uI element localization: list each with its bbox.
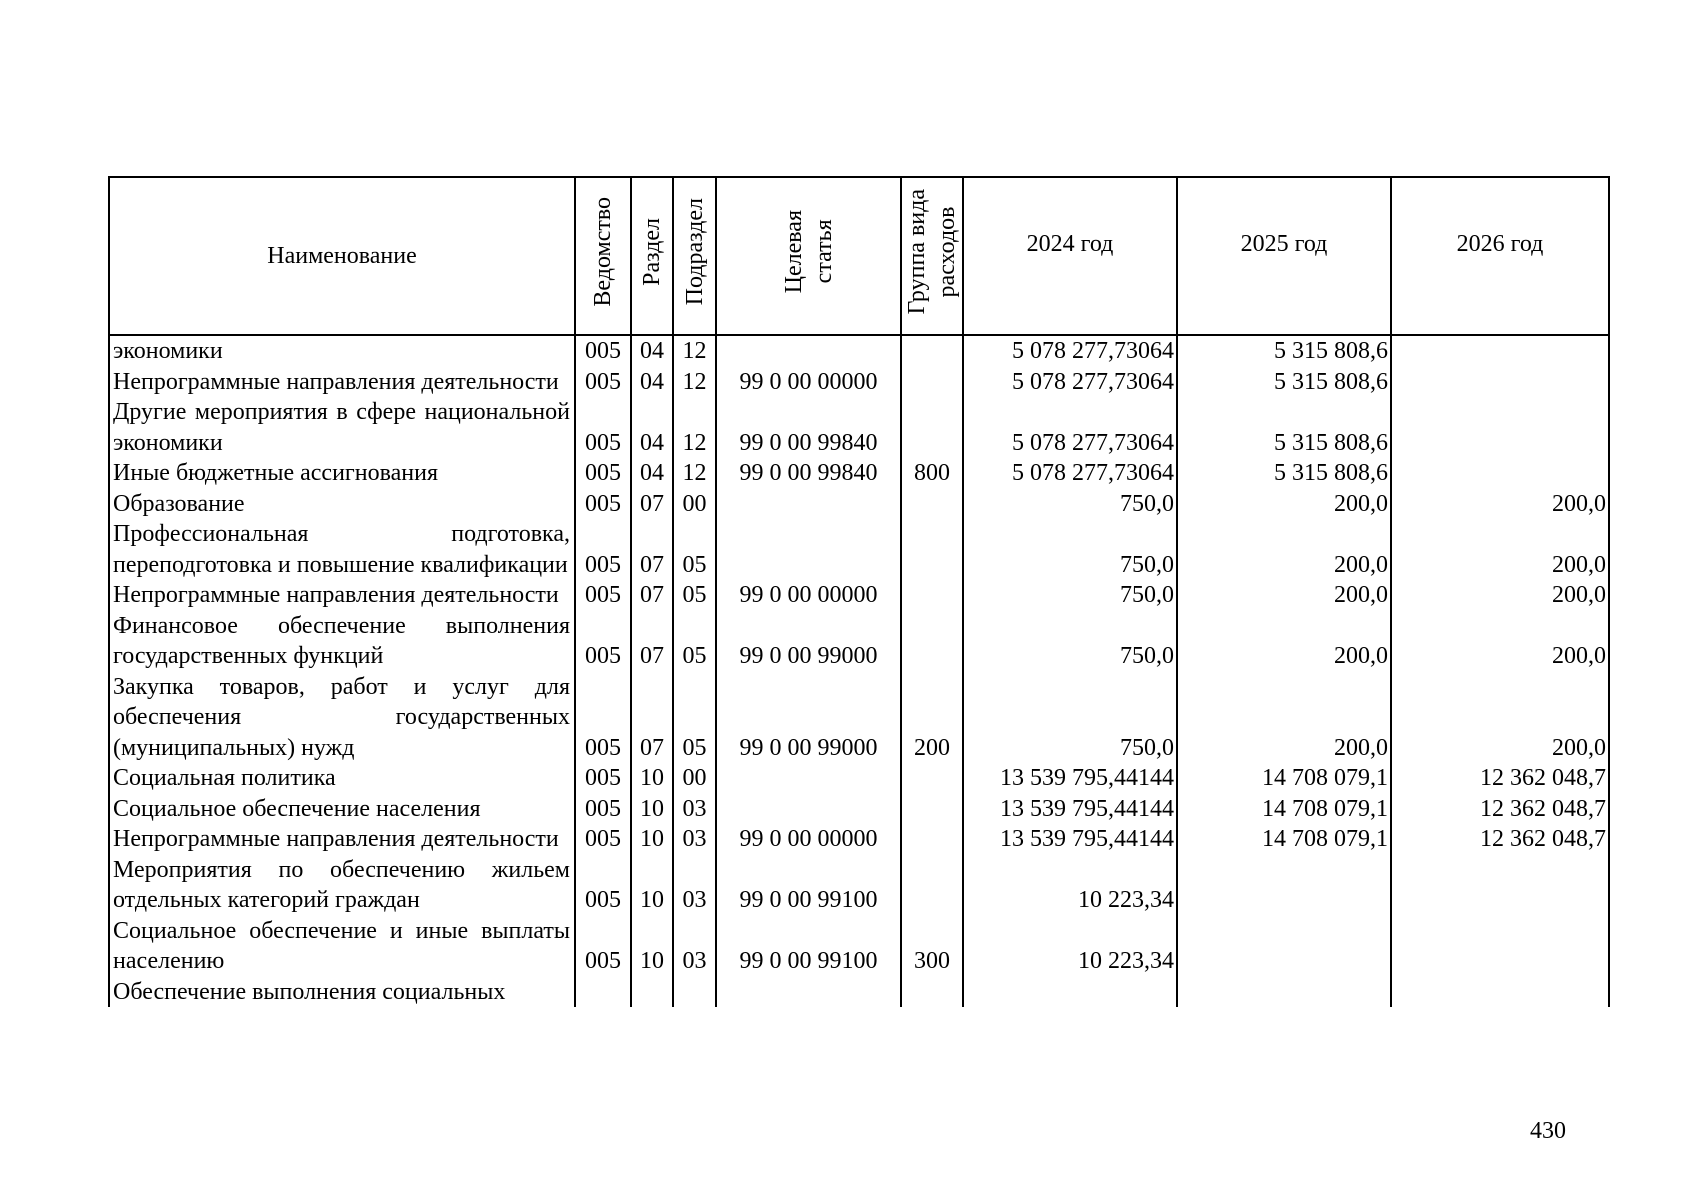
table-row: [109, 824, 1609, 855]
row-amount-2026: [1391, 367, 1609, 398]
row-podrazdel: 03: [673, 794, 716, 825]
row-target: [716, 489, 901, 520]
row-target: 99 0 00 99840: [716, 397, 901, 458]
table-row: [109, 580, 1609, 611]
row-name: Закупка товаров, работ и услуг для обеспечения государственных (муниципальных) нужд: [109, 672, 575, 764]
row-razdel: 10: [631, 824, 673, 855]
header-razdel-label: Раздел: [639, 217, 665, 286]
row-amount-2026: 200,0: [1391, 580, 1609, 611]
table-row: [109, 794, 1609, 825]
row-target: 99 0 00 99000: [716, 672, 901, 764]
row-target: 99 0 00 99000: [716, 611, 901, 672]
row-name: Профессиональная подготовка, переподготовка и повышение квалификации: [109, 519, 575, 580]
table-row: [109, 855, 1609, 916]
row-group: [901, 519, 963, 580]
row-group: [901, 580, 963, 611]
row-group: [901, 855, 963, 916]
row-vedomstvo: 005: [575, 519, 631, 580]
header-2025: [1177, 177, 1391, 335]
row-amount-2024: 750,0: [963, 489, 1177, 520]
row-target: 99 0 00 99100: [716, 916, 901, 977]
row-group: [901, 611, 963, 672]
table-row: [109, 519, 1609, 580]
row-vedomstvo: 005: [575, 916, 631, 977]
row-name: Непрограммные направления деятельности: [109, 580, 575, 611]
row-razdel: 04: [631, 397, 673, 458]
row-name: Непрограммные направления деятельности: [109, 367, 575, 398]
table-row: [109, 458, 1609, 489]
row-amount-2026: [1391, 977, 1609, 1008]
header-group: [901, 177, 963, 335]
page-number: 430: [1530, 1118, 1566, 1144]
row-podrazdel: 12: [673, 335, 716, 367]
row-amount-2026: 200,0: [1391, 611, 1609, 672]
table-row: [109, 397, 1609, 458]
row-razdel: 07: [631, 489, 673, 520]
row-name: Обеспечение выполнения социальных: [109, 977, 575, 1008]
row-amount-2024: 13 539 795,44144: [963, 794, 1177, 825]
header-2024-label: 2024 год: [1026, 230, 1114, 257]
row-podrazdel: 03: [673, 855, 716, 916]
row-amount-2025: [1177, 855, 1391, 916]
header-vedomstvo-label: Ведомство: [590, 196, 616, 307]
row-amount-2025: 5 315 808,6: [1177, 458, 1391, 489]
row-podrazdel: 05: [673, 611, 716, 672]
row-amount-2024: 10 223,34: [963, 855, 1177, 916]
header-group-label: Группа вида расходов: [904, 189, 960, 315]
row-amount-2024: 5 078 277,73064: [963, 397, 1177, 458]
row-amount-2024: [963, 977, 1177, 1008]
row-name: экономики: [109, 335, 575, 367]
row-group: [901, 977, 963, 1008]
row-group: [901, 824, 963, 855]
row-amount-2026: 12 362 048,7: [1391, 763, 1609, 794]
row-target: 99 0 00 99840: [716, 458, 901, 489]
row-podrazdel: 00: [673, 763, 716, 794]
row-amount-2024: 750,0: [963, 611, 1177, 672]
table-row: [109, 916, 1609, 977]
row-razdel: 07: [631, 611, 673, 672]
header-podrazdel-label: Подраздел: [681, 198, 708, 306]
row-name: Финансовое обеспечение выполнения государственных функций: [109, 611, 575, 672]
row-podrazdel: [673, 977, 716, 1008]
row-amount-2025: 5 315 808,6: [1177, 367, 1391, 398]
table-row: [109, 335, 1609, 367]
row-name: Мероприятия по обеспечению жильем отдельных категорий граждан: [109, 855, 575, 916]
row-vedomstvo: 005: [575, 489, 631, 520]
row-podrazdel: 03: [673, 824, 716, 855]
row-podrazdel: 05: [673, 580, 716, 611]
row-amount-2025: 200,0: [1177, 519, 1391, 580]
header-name: [109, 177, 575, 335]
header-2026-label: 2026 год: [1456, 230, 1544, 257]
row-name: Иные бюджетные ассигнования: [109, 458, 575, 489]
row-vedomstvo: 005: [575, 794, 631, 825]
row-vedomstvo: 005: [575, 824, 631, 855]
row-amount-2026: [1391, 916, 1609, 977]
row-razdel: 10: [631, 794, 673, 825]
row-amount-2025: 5 315 808,6: [1177, 335, 1391, 367]
row-razdel: 04: [631, 335, 673, 367]
row-amount-2025: 200,0: [1177, 489, 1391, 520]
row-name: Непрограммные направления деятельности: [109, 824, 575, 855]
row-amount-2026: [1391, 335, 1609, 367]
row-razdel: 10: [631, 763, 673, 794]
row-vedomstvo: [575, 977, 631, 1008]
row-amount-2026: 200,0: [1391, 672, 1609, 764]
row-vedomstvo: 005: [575, 672, 631, 764]
row-amount-2024: 5 078 277,73064: [963, 335, 1177, 367]
row-razdel: 07: [631, 672, 673, 764]
header-name-label: Наименование: [267, 242, 417, 269]
row-target: 99 0 00 00000: [716, 367, 901, 398]
table-body: [109, 335, 1609, 1007]
header-razdel: [631, 177, 673, 335]
row-target: 99 0 00 00000: [716, 824, 901, 855]
row-podrazdel: 12: [673, 367, 716, 398]
row-vedomstvo: 005: [575, 580, 631, 611]
header-target-label: Целевая статья: [780, 210, 837, 294]
row-name: Другие мероприятия в сфере национальной экономики: [109, 397, 575, 458]
table-row: [109, 672, 1609, 764]
row-amount-2024: 750,0: [963, 672, 1177, 764]
row-amount-2026: [1391, 397, 1609, 458]
row-group: [901, 794, 963, 825]
table-row: [109, 367, 1609, 398]
row-group: [901, 397, 963, 458]
header-podrazdel: [673, 177, 716, 335]
row-razdel: 10: [631, 855, 673, 916]
row-amount-2026: 200,0: [1391, 489, 1609, 520]
row-name: Образование: [109, 489, 575, 520]
table-header-row: [109, 177, 1609, 335]
row-podrazdel: 05: [673, 519, 716, 580]
row-amount-2025: [1177, 916, 1391, 977]
row-group: 800: [901, 458, 963, 489]
row-target: [716, 794, 901, 825]
row-name: Социальная политика: [109, 763, 575, 794]
row-amount-2024: 5 078 277,73064: [963, 458, 1177, 489]
row-group: [901, 335, 963, 367]
row-target: [716, 763, 901, 794]
row-vedomstvo: 005: [575, 855, 631, 916]
row-amount-2025: 200,0: [1177, 580, 1391, 611]
row-target: [716, 335, 901, 367]
row-vedomstvo: 005: [575, 367, 631, 398]
row-vedomstvo: 005: [575, 611, 631, 672]
header-2024: [963, 177, 1177, 335]
row-amount-2025: 200,0: [1177, 672, 1391, 764]
row-amount-2025: 14 708 079,1: [1177, 824, 1391, 855]
row-amount-2025: 14 708 079,1: [1177, 794, 1391, 825]
row-vedomstvo: 005: [575, 458, 631, 489]
row-razdel: 07: [631, 519, 673, 580]
header-vedomstvo: [575, 177, 631, 335]
row-name: Социальное обеспечение населения: [109, 794, 575, 825]
row-amount-2026: [1391, 458, 1609, 489]
row-name: Социальное обеспечение и иные выплаты населению: [109, 916, 575, 977]
row-razdel: 07: [631, 580, 673, 611]
budget-table: [108, 176, 1610, 1007]
row-target: 99 0 00 00000: [716, 580, 901, 611]
row-target: 99 0 00 99100: [716, 855, 901, 916]
row-group: [901, 367, 963, 398]
row-vedomstvo: 005: [575, 397, 631, 458]
row-amount-2026: 200,0: [1391, 519, 1609, 580]
header-2026: [1391, 177, 1609, 335]
row-podrazdel: 00: [673, 489, 716, 520]
table-row: [109, 977, 1609, 1008]
row-vedomstvo: 005: [575, 763, 631, 794]
row-amount-2026: 12 362 048,7: [1391, 794, 1609, 825]
row-group: 300: [901, 916, 963, 977]
row-amount-2024: 750,0: [963, 519, 1177, 580]
row-group: [901, 489, 963, 520]
row-podrazdel: 12: [673, 397, 716, 458]
row-amount-2025: 200,0: [1177, 611, 1391, 672]
table-row: [109, 763, 1609, 794]
row-target: [716, 519, 901, 580]
row-vedomstvo: 005: [575, 335, 631, 367]
table-row: [109, 611, 1609, 672]
row-amount-2025: [1177, 977, 1391, 1008]
row-amount-2026: 12 362 048,7: [1391, 824, 1609, 855]
row-razdel: 10: [631, 916, 673, 977]
row-amount-2025: 14 708 079,1: [1177, 763, 1391, 794]
table-row: [109, 489, 1609, 520]
row-razdel: 04: [631, 458, 673, 489]
row-amount-2026: [1391, 855, 1609, 916]
row-group: [901, 763, 963, 794]
row-amount-2024: 10 223,34: [963, 916, 1177, 977]
row-podrazdel: 03: [673, 916, 716, 977]
row-amount-2024: 13 539 795,44144: [963, 763, 1177, 794]
row-group: 200: [901, 672, 963, 764]
row-razdel: [631, 977, 673, 1008]
row-amount-2024: 13 539 795,44144: [963, 824, 1177, 855]
row-podrazdel: 05: [673, 672, 716, 764]
header-target: [716, 177, 901, 335]
row-target: [716, 977, 901, 1008]
row-amount-2024: 5 078 277,73064: [963, 367, 1177, 398]
row-amount-2024: 750,0: [963, 580, 1177, 611]
header-2025-label: 2025 год: [1240, 230, 1328, 257]
row-razdel: 04: [631, 367, 673, 398]
row-podrazdel: 12: [673, 458, 716, 489]
row-amount-2025: 5 315 808,6: [1177, 397, 1391, 458]
